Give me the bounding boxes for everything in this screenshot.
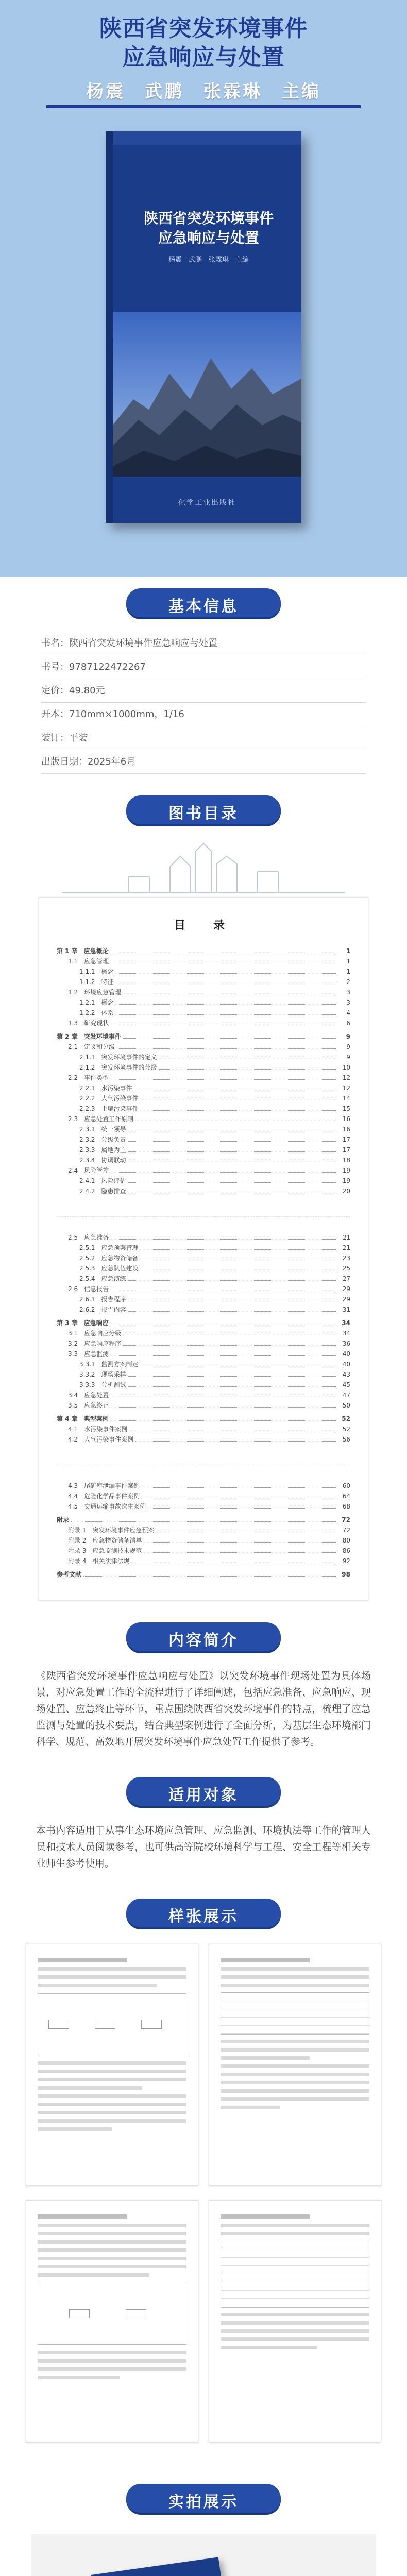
toc-entry-page: 17 — [342, 1136, 350, 1143]
toc-entry-title: 3.2 应急响应程序 — [68, 1340, 122, 1347]
toc-leader-dots — [141, 1104, 336, 1111]
toc-leader-dots — [128, 1294, 336, 1301]
toc-entry-page: 18 — [342, 1157, 350, 1164]
toc-entry-title: 2.4 风险管控 — [68, 1167, 109, 1174]
toc-entry — [57, 1535, 350, 1546]
toc-entry-page: 2 — [346, 978, 350, 986]
toc-leader-dots — [128, 1134, 336, 1142]
toc-entry-title: 1.1.1 概念 — [79, 968, 114, 975]
toc-entry-title: 1.2.1 概念 — [79, 999, 114, 1006]
toc-entry-page: 98 — [342, 1571, 350, 1578]
toc-leader-dots — [128, 1124, 336, 1131]
toc-entry-page: 1 — [346, 968, 350, 975]
info-value: 9787122472267 — [69, 662, 146, 672]
toc-entry — [57, 1338, 350, 1349]
toc-leader-dots — [148, 1501, 336, 1509]
toc-entry-page: 31 — [342, 1306, 350, 1313]
table-figure — [221, 1992, 369, 2035]
toc-entry-title: 3.5 应急终止 — [68, 1402, 109, 1409]
toc-entry-title: 3.3.3 分析测试 — [79, 1381, 126, 1388]
toc-entry — [57, 1031, 350, 1042]
book-cover-authors: 杨震 武鹏 张霖琳 主编 — [168, 256, 249, 264]
toc-entry-page: 17 — [342, 1146, 350, 1154]
toc-entry-title: 附录 1 突发环境事件应急预案 — [68, 1527, 155, 1534]
toc-leader-dots — [142, 1481, 336, 1488]
toc-leader-dots — [111, 1414, 336, 1421]
toc-leader-dots — [116, 997, 336, 1005]
toc-entry-page: 16 — [342, 1126, 350, 1133]
toc-entry-page: 34 — [342, 1319, 350, 1327]
toc-leader-dots — [111, 1165, 336, 1173]
toc-entry-page: 80 — [342, 1537, 350, 1544]
toc-entry — [57, 977, 350, 987]
toc-leader-dots — [141, 1093, 336, 1100]
toc-leader-dots — [128, 1186, 336, 1193]
toc-entry-title: 2.4.2 隐患排查 — [79, 1188, 126, 1195]
toc-entry — [57, 1263, 350, 1274]
toc-entry-title: 附录 — [57, 1516, 70, 1523]
toc-entry — [57, 1083, 350, 1093]
toc-entry-title: 2.5.1 应急预案管理 — [79, 1244, 139, 1251]
hero-title-line2: 应急响应与处置 — [122, 44, 285, 71]
toc-heading: 目 录 — [174, 919, 233, 932]
toc-entry — [57, 1176, 350, 1186]
toc-entry — [57, 1124, 350, 1134]
toc-entry — [57, 987, 350, 997]
ribbon-samples — [126, 1899, 281, 1927]
toc-entry-title: 2.2.2 大气污染事件 — [79, 1095, 139, 1102]
toc-entry — [57, 1569, 350, 1580]
toc-leader-dots — [128, 1176, 336, 1183]
toc-entry — [57, 1042, 350, 1052]
toc-leader-dots — [159, 1062, 336, 1070]
toc-leader-dots — [128, 1145, 336, 1152]
toc-leader-dots — [123, 1031, 336, 1039]
info-row-format — [41, 703, 366, 726]
toc-entry — [57, 1232, 350, 1243]
toc-entry — [57, 1052, 350, 1062]
toc-leader-dots — [111, 1284, 336, 1291]
toc-leader-dots — [141, 1243, 336, 1250]
sample-page — [26, 1944, 198, 2186]
photo-gallery — [0, 2524, 407, 2576]
info-value: 陕西省突发环境事件应急响应与处置 — [69, 638, 217, 649]
toc-entry-page: 12 — [342, 1084, 350, 1092]
section-header-photos — [0, 2472, 407, 2524]
intro-text: 《陕西省突发环境事件应急响应与处置》以突发环境事件现场处置为具体场景，对应急处置工作的全流程进行了详细阐述，包括应急准备、应急响应、现场处置、应急终止等环节，重点围绕陕西省突发环境事件的特点，梳理了应急监测与处置的技术要点，结合典型案例进行了全面分析，为基层生态环境部门科学、规范、高效地开展突发环境事件应急处置工作提供了参考。 — [36, 1670, 371, 1748]
toc-entry-title: 2.2 事件类型 — [68, 1074, 109, 1081]
toc-entry — [57, 997, 350, 1008]
table-figure — [221, 2241, 369, 2308]
toc-entry-title: 2.5.2 应急物资储备 — [79, 1255, 139, 1262]
info-value: 49.80元 — [69, 685, 105, 696]
toc-entry — [57, 1114, 350, 1124]
toc-entry-title: 4.3 尾矿库泄漏事件案例 — [68, 1482, 140, 1489]
toc-part-2 — [57, 1232, 350, 1445]
toc-leader-dots — [111, 1232, 336, 1240]
toc-entry — [57, 1390, 350, 1400]
toc-leader-dots — [128, 1380, 336, 1387]
hero-title — [0, 14, 407, 72]
toc-entry-title: 2.6 信息报告 — [68, 1285, 109, 1293]
toc-entry — [57, 1546, 350, 1556]
toc-entry — [57, 1414, 350, 1424]
toc-entry — [57, 967, 350, 977]
toc-entry-page: 29 — [342, 1285, 350, 1293]
toc-entry-page: 25 — [342, 1265, 350, 1272]
book-cover — [106, 131, 301, 523]
toc-page — [39, 897, 368, 1601]
toc-entry — [57, 1274, 350, 1284]
toc-entry-title: 3.3 应急监测 — [68, 1350, 109, 1358]
toc-entry-page: 45 — [342, 1381, 350, 1388]
toc-entry-title: 2.1 定义和分级 — [68, 1043, 115, 1050]
toc-leader-dots — [123, 1328, 336, 1335]
toc-entry-page: 9 — [346, 1043, 350, 1050]
toc-entry-title: 2.2.3 土壤污染事件 — [79, 1105, 139, 1112]
toc-entry-page: 21 — [342, 1244, 350, 1251]
toc-entry-title: 2.1.2 突发环境事件的分级 — [79, 1064, 157, 1071]
toc-entry-title: 1.3 研究现状 — [68, 1020, 109, 1027]
section-title-toc: 图书目录 — [168, 805, 239, 823]
book-cover-publisher: 化学工业出版社 — [178, 499, 236, 507]
toc-entry-title: 第 1 章 应急概论 — [57, 947, 109, 955]
toc-entry-title: 2.3.3 属地为主 — [79, 1146, 126, 1154]
toc-entry-page: 43 — [342, 1371, 350, 1378]
toc-entry — [57, 1304, 350, 1315]
toc-entry-page: 56 — [342, 1436, 350, 1443]
toc-entry-page: 86 — [342, 1547, 350, 1554]
toc-leader-dots — [144, 1535, 336, 1543]
toc-entry-page: 3 — [346, 999, 350, 1006]
toc-entry — [57, 1062, 350, 1073]
toc-entry-page: 9 — [346, 1033, 350, 1040]
toc-entry-page: 15 — [342, 1105, 350, 1112]
toc-entry — [57, 1349, 350, 1359]
toc-entry-page: 6 — [346, 1020, 350, 1027]
info-label: 书号： — [41, 662, 69, 672]
toc-entry-page: 40 — [342, 1350, 350, 1358]
sample-pages — [0, 1939, 407, 2472]
toc-entry-title: 2.3.4 协调联动 — [79, 1157, 126, 1164]
diagram-figure — [38, 2283, 186, 2345]
flowchart-figure — [38, 1993, 186, 2055]
toc-leader-dots — [117, 1042, 336, 1049]
toc-entry-title: 1.2.2 体系 — [79, 1009, 114, 1016]
toc-entry-page: 29 — [342, 1296, 350, 1303]
info-label: 定价： — [41, 685, 69, 696]
toc-entry — [57, 1008, 350, 1018]
info-row-isbn — [41, 655, 366, 679]
info-row-date — [41, 750, 366, 774]
toc-entry-title: 2.3 应急处置工作原则 — [68, 1115, 134, 1123]
toc-leader-dots — [123, 1338, 336, 1346]
mountain-landscape-image — [113, 312, 301, 477]
toc-leader-dots — [135, 1114, 336, 1121]
toc-entry — [57, 1294, 350, 1304]
toc-entry — [57, 1424, 350, 1434]
toc-leader-dots — [134, 1083, 336, 1090]
toc-leader-dots — [116, 1008, 336, 1015]
toc-leader-dots — [156, 1525, 336, 1532]
toc-entry-page: 10 — [342, 1064, 350, 1071]
toc-leader-dots — [71, 1515, 336, 1522]
toc-entry-page: 12 — [342, 1074, 350, 1081]
toc-entry-title: 附录 2 应急物资储备清单 — [68, 1537, 142, 1544]
toc-entry-page: 14 — [342, 1095, 350, 1102]
section-header-audience — [0, 1766, 407, 1817]
toc-entry-page: 34 — [342, 1330, 350, 1337]
toc-leader-dots — [123, 987, 336, 994]
toc-entry — [57, 946, 350, 956]
info-label: 书名： — [41, 638, 69, 649]
toc-entry-title: 2.5 应急准备 — [68, 1234, 109, 1241]
toc-leader-dots — [111, 1349, 336, 1356]
toc-entry-title: 第 2 章 突发环境事件 — [57, 1033, 121, 1040]
toc-entry-title: 1.1.2 特征 — [79, 978, 114, 986]
toc-page-break — [57, 1196, 350, 1217]
toc-leader-dots — [83, 1569, 336, 1577]
toc-leader-dots — [128, 1155, 336, 1162]
toc-entry — [57, 1380, 350, 1390]
ribbon-audience — [126, 1777, 281, 1806]
toc-leader-dots — [141, 1263, 336, 1270]
toc-entry — [57, 1318, 350, 1328]
toc-part-1 — [57, 946, 350, 1196]
toc-entry — [57, 1155, 350, 1165]
toc-leader-dots — [111, 1018, 336, 1025]
toc-leader-dots — [111, 1400, 336, 1408]
toc-entry-page: 19 — [342, 1177, 350, 1184]
toc-entry-page: 50 — [342, 1402, 350, 1409]
ribbon-intro — [126, 1622, 281, 1651]
toc-entry-page: 36 — [342, 1340, 350, 1347]
toc-entry — [57, 1434, 350, 1445]
section-title-photos: 实拍展示 — [168, 2493, 239, 2511]
toc-leader-dots — [111, 956, 336, 963]
toc-entry-page: 47 — [342, 1392, 350, 1399]
city-skyline-icon — [0, 836, 407, 897]
photo-book-stack — [31, 2534, 376, 2576]
toc-entry-page: 64 — [342, 1493, 350, 1500]
toc-entry — [57, 956, 350, 967]
toc-entry-page: 1 — [346, 958, 350, 965]
info-label: 装订： — [41, 733, 69, 743]
toc-entry-page: 52 — [342, 1415, 350, 1422]
toc-entry-page: 60 — [342, 1482, 350, 1489]
toc-entry-page: 21 — [342, 1234, 350, 1241]
info-value: 710mm×1000mm，1/16 — [69, 709, 184, 720]
book-spine — [106, 131, 113, 523]
toc-leader-dots — [111, 1073, 336, 1080]
toc-entry — [57, 1073, 350, 1083]
toc-entry — [57, 1491, 350, 1501]
toc-entry-title: 2.5.4 应急演练 — [79, 1275, 126, 1282]
toc-leader-dots — [135, 1434, 336, 1442]
toc-entry — [57, 1284, 350, 1294]
toc-entry — [57, 1134, 350, 1145]
sample-page — [209, 1944, 381, 2186]
section-header-samples — [0, 1887, 407, 1939]
toc-entry — [57, 1145, 350, 1155]
toc-entry-title: 3.4 应急处置 — [68, 1392, 109, 1399]
book-cover-title — [126, 209, 291, 248]
toc-entry — [57, 1328, 350, 1338]
toc-entry-page: 68 — [342, 1503, 350, 1510]
toc-entry — [57, 1243, 350, 1253]
toc-entry-page: 9 — [346, 1054, 350, 1061]
ribbon-photos — [126, 2484, 281, 2513]
toc-leader-dots — [111, 946, 336, 953]
sample-page — [209, 2200, 381, 2443]
toc-entry — [57, 1253, 350, 1263]
toc-leader-dots — [129, 1424, 336, 1431]
toc-entry-title: 1.2 环境应急管理 — [68, 989, 122, 996]
toc-entry-title: 1.1 应急管理 — [68, 958, 109, 965]
book-top-band — [113, 131, 301, 145]
toc-leader-dots — [111, 1318, 336, 1325]
toc-entry-page: 4 — [346, 1009, 350, 1016]
toc-entry-title: 第 3 章 应急响应 — [57, 1319, 109, 1327]
toc-entry-page: 72 — [342, 1516, 350, 1523]
ribbon-toc — [126, 795, 281, 824]
info-label: 开本： — [41, 709, 69, 720]
toc-leader-dots — [144, 1546, 336, 1553]
toc-entry — [57, 1104, 350, 1114]
toc-entry-page: 40 — [342, 1361, 350, 1368]
section-title-intro: 内容简介 — [168, 1632, 239, 1650]
toc-entry-title: 附录 3 应急监测技术规范 — [68, 1547, 142, 1554]
toc-entry-page: 72 — [342, 1527, 350, 1534]
section-title-basic-info: 基本信息 — [168, 598, 239, 616]
basic-info-list — [0, 629, 407, 784]
toc-leader-dots — [111, 1390, 336, 1397]
info-row-title — [41, 632, 366, 655]
hero-divider — [46, 105, 361, 108]
toc-entry-page: 23 — [342, 1255, 350, 1262]
toc-leader-dots — [128, 1304, 336, 1312]
toc-entry — [57, 1093, 350, 1104]
toc-entry-page: 27 — [342, 1275, 350, 1282]
section-header-intro — [0, 1611, 407, 1663]
toc-entry-title: 2.3.2 分级负责 — [79, 1136, 126, 1143]
section-header-basic-info — [0, 577, 407, 629]
toc-entry — [57, 1556, 350, 1566]
toc-entry — [57, 1018, 350, 1028]
info-row-binding — [41, 726, 366, 750]
info-row-price — [41, 679, 366, 703]
toc-entry-title: 4.1 水污染事件案例 — [68, 1426, 128, 1433]
toc-entry-title: 2.6.1 报告程序 — [79, 1296, 126, 1303]
toc-leader-dots — [128, 1274, 336, 1281]
section-header-toc — [0, 784, 407, 836]
toc-entry-title: 2.1.1 突发环境事件的定义 — [79, 1054, 157, 1061]
ribbon-basic-info — [126, 588, 281, 617]
book-cover-title-line1: 陕西省突发环境事件 — [143, 210, 274, 227]
toc-leader-dots — [116, 967, 336, 974]
toc-entry-page: 3 — [346, 989, 350, 996]
toc-entry — [57, 1515, 350, 1525]
toc-leader-dots — [141, 1359, 336, 1366]
sample-page — [26, 2200, 198, 2443]
toc-entry-page: 16 — [342, 1115, 350, 1123]
hero-authors: 杨震 武鹏 张霖琳 主编 — [86, 81, 321, 102]
toc-entry-page: 19 — [342, 1167, 350, 1174]
info-label: 出版日期： — [41, 756, 88, 767]
toc-entry — [57, 1186, 350, 1196]
toc-leader-dots — [128, 1369, 336, 1377]
toc-entry — [57, 1481, 350, 1491]
toc-entry — [57, 1165, 350, 1176]
toc-part-3 — [57, 1481, 350, 1580]
section-title-samples: 样张展示 — [168, 1908, 239, 1926]
toc-entry-title: 2.3.1 统一领导 — [79, 1126, 126, 1133]
toc-entry — [57, 1359, 350, 1369]
toc-entry-title: 2.2.1 水污染事件 — [79, 1084, 132, 1092]
skyline-illustration — [0, 836, 407, 897]
toc-entry-title: 第 4 章 典型案例 — [57, 1415, 109, 1422]
toc-entry — [57, 1525, 350, 1535]
toc-entry-title: 2.6.2 报告内容 — [79, 1306, 126, 1313]
audience-text: 本书内容适用于从事生态环境应急管理、应急监测、环境执法等工作的管理人员和技术人员阅读参考，也可供高等院校环境科学与工程、安全工程等相关专业师生参考使用。 — [36, 1825, 371, 1869]
book-cover-title-line2: 应急响应与处置 — [158, 229, 259, 246]
toc-entry-title: 3.1 应急响应分级 — [68, 1330, 122, 1337]
toc-leader-dots — [159, 1052, 336, 1059]
toc-entry-title: 3.3.1 监测方案制定 — [79, 1361, 139, 1368]
info-value: 平装 — [69, 733, 88, 743]
info-value: 2025年6月 — [88, 756, 136, 767]
toc-entry-title: 2.4.1 风险评估 — [79, 1177, 126, 1184]
toc-entry-title: 3.3.2 现场采样 — [79, 1371, 126, 1378]
toc-entry — [57, 1501, 350, 1512]
toc-entry — [57, 1400, 350, 1411]
toc-leader-dots — [131, 1556, 336, 1563]
toc-leader-dots — [116, 977, 336, 984]
toc-entry-title: 2.5.3 应急队伍建设 — [79, 1265, 139, 1272]
hero-banner — [0, 0, 407, 577]
toc-page-break — [57, 1445, 350, 1465]
toc-entry-page: 52 — [342, 1426, 350, 1433]
toc-leader-dots — [141, 1253, 336, 1260]
toc-entry-title: 附录 4 相关法律法规 — [68, 1557, 130, 1565]
toc-entry-page: 20 — [342, 1188, 350, 1195]
hero-title-line1: 陕西省突发环境事件 — [99, 15, 308, 42]
toc-entry-title: 参考文献 — [57, 1571, 82, 1578]
toc-entry-title: 4.5 交通运输事故次生案例 — [68, 1503, 146, 1510]
toc-section — [0, 836, 407, 1611]
section-title-audience: 适用对象 — [168, 1786, 239, 1804]
toc-leader-dots — [142, 1491, 336, 1498]
toc-entry-title: 4.4 危险化学品事件案例 — [68, 1493, 140, 1500]
toc-entry-page: 92 — [342, 1557, 350, 1565]
toc-entry-page: 1 — [346, 947, 350, 955]
toc-entry — [57, 1369, 350, 1380]
toc-entry-title: 4.2 大气污染事件案例 — [68, 1436, 134, 1443]
